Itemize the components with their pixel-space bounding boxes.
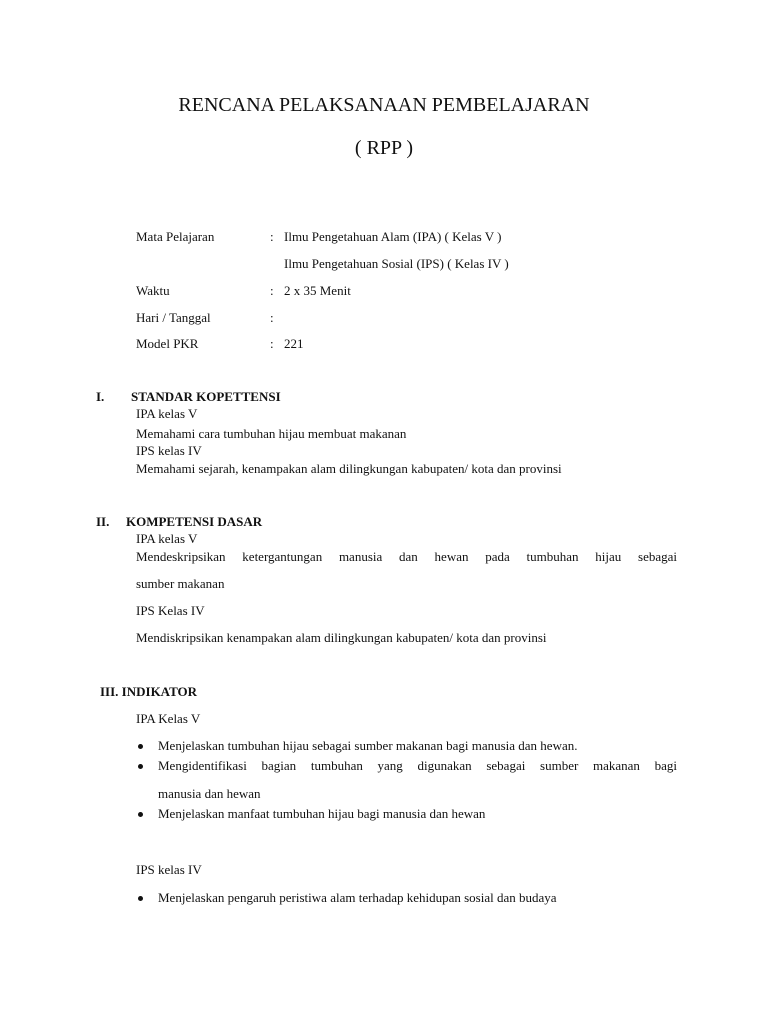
section1-line: Memahami sejarah, kenampakan alam dilingkungan kabupaten/ kota dan provinsi <box>136 461 562 476</box>
section2-ips-text: Mendiskripsikan kenampakan alam dilingkungan kabupaten/ kota dan provinsi <box>136 630 547 645</box>
section2-ipa-label: IPA kelas V <box>136 531 198 546</box>
indikator-ips-item: Menjelaskan pengaruh peristiwa alam terhadap kehidupan sosial dan budaya <box>158 890 557 905</box>
indikator-ipa-item: Mengidentifikasi bagian tumbuhan yang digunakan sebagai sumber makanan bagi <box>158 758 677 773</box>
indikator-ipa-item: Menjelaskan manfaat tumbuhan hijau bagi manusia dan hewan <box>158 806 486 821</box>
section1-heading: STANDAR KOPETTENSI <box>131 389 281 404</box>
mapel-value-ipa: Ilmu Pengetahuan Alam (IPA) ( Kelas V ) <box>284 229 502 244</box>
mapel-label: Mata Pelajaran <box>136 229 215 244</box>
bullet-icon <box>138 744 143 749</box>
document-title: RENCANA PELAKSANAAN PEMBELAJARAN <box>178 94 590 116</box>
section3-ipa-label: IPA Kelas V <box>136 711 201 726</box>
bullet-icon <box>138 812 143 817</box>
section3-ips-label: IPS kelas IV <box>136 862 202 877</box>
waktu-label: Waktu <box>136 283 170 298</box>
mapel-colon: : <box>270 229 274 244</box>
section2-ips-label: IPS Kelas IV <box>136 603 205 618</box>
section2-ipa-text: Mendeskripsikan ketergantungan manusia dan hewan pada tumbuhan hijau sebagai <box>136 549 677 564</box>
section1-line: Memahami cara tumbuhan hijau membuat makanan <box>136 426 407 441</box>
waktu-colon: : <box>270 283 274 298</box>
section1-number: I. <box>96 389 105 404</box>
model-value: 221 <box>284 336 304 351</box>
hari-label: Hari / Tanggal <box>136 310 211 325</box>
indikator-ipa-item-cont: manusia dan hewan <box>158 786 261 801</box>
document-subtitle: ( RPP ) <box>354 137 414 159</box>
section2-heading: KOMPETENSI DASAR <box>126 514 263 529</box>
model-colon: : <box>270 336 274 351</box>
bullet-icon <box>138 896 143 901</box>
section1-line: IPS kelas IV <box>136 443 202 458</box>
indikator-ipa-item: Menjelaskan tumbuhan hijau sebagai sumber makanan bagi manusia dan hewan. <box>158 738 578 753</box>
waktu-value: 2 x 35 Menit <box>284 283 351 298</box>
mapel-value-ips: Ilmu Pengetahuan Sosial (IPS) ( Kelas IV ) <box>284 256 509 271</box>
bullet-icon <box>138 764 143 769</box>
section3-heading: III. INDIKATOR <box>100 684 198 699</box>
section2-number: II. <box>96 514 110 529</box>
section2-ipa-text-cont: sumber makanan <box>136 576 225 591</box>
hari-colon: : <box>270 310 274 325</box>
model-label: Model PKR <box>136 336 199 351</box>
section1-line: IPA kelas V <box>136 406 198 421</box>
